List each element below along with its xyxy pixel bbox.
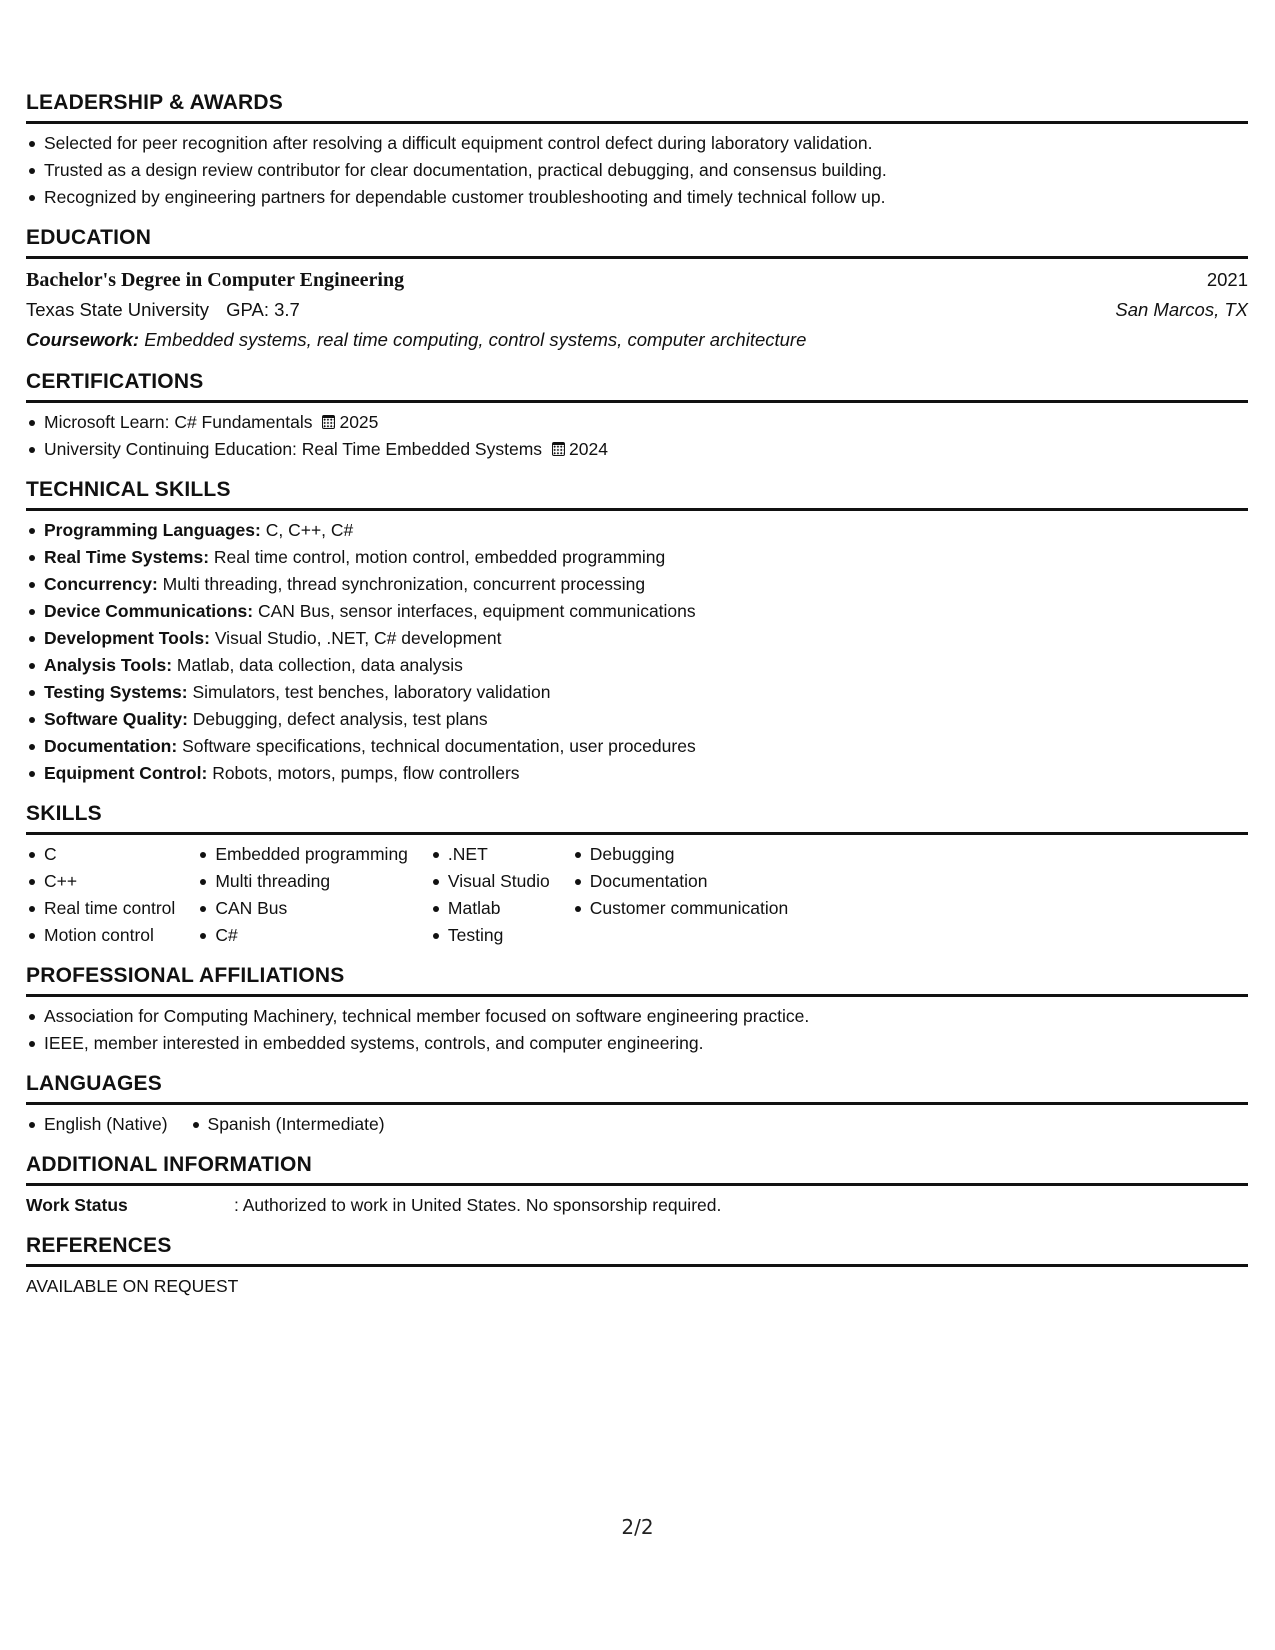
languages-section <box>26 1071 1248 1138</box>
skill-value: Robots, motors, pumps, flow controllers <box>212 763 520 783</box>
skill-value: C, C++, C# <box>265 520 354 540</box>
languages-row <box>26 1111 1248 1138</box>
degree: Bachelor's Degree in Computer Engineering <box>26 269 405 291</box>
certification-name: University Continuing Education: Real Time Embedded Systems <box>44 439 543 459</box>
leadership-section <box>26 90 1248 211</box>
section-title: SKILLS <box>26 801 1248 835</box>
technical-skills-list <box>26 517 1248 787</box>
calendar-icon <box>552 442 565 456</box>
skill-label: Device Communications: <box>44 601 254 621</box>
school-name: Texas State University <box>26 299 210 320</box>
education-degree-row <box>26 265 1248 295</box>
list-item: Real time control <box>26 895 175 922</box>
list-item: Spanish (Intermediate) <box>190 1111 385 1138</box>
calendar-icon <box>322 415 335 429</box>
additional-info-section <box>26 1152 1248 1219</box>
skills-grid <box>26 841 1248 949</box>
skills-column <box>26 841 175 949</box>
list-item <box>26 598 1248 625</box>
certification-year: 2025 <box>339 412 379 432</box>
page-number: 2/2 <box>621 1515 654 1539</box>
list-item <box>26 544 1248 571</box>
gpa: GPA: 3.7 <box>226 299 300 320</box>
list-item: C <box>26 841 175 868</box>
skill-label: Testing Systems: <box>44 682 188 702</box>
skills-column <box>572 841 788 949</box>
work-status-row <box>26 1192 1248 1219</box>
list-item <box>26 760 1248 787</box>
section-title: LEADERSHIP & AWARDS <box>26 90 1248 124</box>
list-item: Selected for peer recognition after resolving a difficult equipment control defect during laboratory validation. <box>26 130 1248 157</box>
skill-label: Development Tools: <box>44 628 210 648</box>
certifications-list <box>26 409 1248 463</box>
certification-name: Microsoft Learn: C# Fundamentals <box>44 412 313 432</box>
certifications-section <box>26 369 1248 463</box>
skill-label: Real Time Systems: <box>44 547 210 567</box>
list-item: Trusted as a design review contributor for clear documentation, practical debugging, and consensus building. <box>26 157 1248 184</box>
list-item: Testing <box>430 922 550 949</box>
skill-value: Matlab, data collection, data analysis <box>176 655 463 675</box>
list-item: CAN Bus <box>197 895 408 922</box>
list-item: Multi threading <box>197 868 408 895</box>
list-item: Documentation <box>572 868 788 895</box>
school-location: San Marcos, TX <box>1115 299 1248 320</box>
graduation-year: 2021 <box>1206 269 1248 290</box>
skills-column <box>197 841 408 949</box>
list-item <box>26 625 1248 652</box>
list-item <box>26 409 1248 436</box>
skill-value: Real time control, motion control, embedded programming <box>213 547 666 567</box>
list-item: Motion control <box>26 922 175 949</box>
section-title: REFERENCES <box>26 1233 1248 1267</box>
list-item: IEEE, member interested in embedded systems, controls, and computer engineering. <box>26 1030 1248 1057</box>
list-item: Embedded programming <box>197 841 408 868</box>
references-section <box>26 1233 1248 1300</box>
list-item: Visual Studio <box>430 868 550 895</box>
coursework-label: Coursework: <box>26 329 140 350</box>
resume-page <box>26 90 1248 1314</box>
list-item <box>26 436 1248 463</box>
list-item <box>26 652 1248 679</box>
section-title: ADDITIONAL INFORMATION <box>26 1152 1248 1186</box>
affiliations-list <box>26 1003 1248 1057</box>
certification-year: 2024 <box>569 439 608 459</box>
skills-column <box>430 841 550 949</box>
section-title: EDUCATION <box>26 225 1248 259</box>
skill-label: Documentation: <box>44 736 178 756</box>
list-item: Debugging <box>572 841 788 868</box>
skill-label: Software Quality: <box>44 709 188 729</box>
list-item <box>26 517 1248 544</box>
list-item: .NET <box>430 841 550 868</box>
skill-label: Analysis Tools: <box>44 655 173 675</box>
work-status-label: Work Status <box>26 1195 128 1215</box>
section-title: LANGUAGES <box>26 1071 1248 1105</box>
skill-value: Software specifications, technical documentation, user procedures <box>182 736 696 756</box>
education-school-row <box>26 295 1248 325</box>
skill-label: Programming Languages: <box>44 520 261 540</box>
skill-value: Visual Studio, .NET, C# development <box>214 628 502 648</box>
languages-column <box>26 1111 168 1138</box>
list-item: Recognized by engineering partners for dependable customer troubleshooting and timely technical follow up. <box>26 184 1248 211</box>
list-item: Customer communication <box>572 895 788 922</box>
skill-value: Simulators, test benches, laboratory validation <box>192 682 551 702</box>
section-title: CERTIFICATIONS <box>26 369 1248 403</box>
references-text: AVAILABLE ON REQUEST <box>26 1276 239 1296</box>
skill-value: Multi threading, thread synchronization, concurrent processing <box>162 574 646 594</box>
skill-label: Equipment Control: <box>44 763 208 783</box>
skill-value: CAN Bus, sensor interfaces, equipment communications <box>257 601 696 621</box>
list-item <box>26 571 1248 598</box>
school-block <box>26 295 300 325</box>
technical-skills-section <box>26 477 1248 787</box>
list-item <box>26 733 1248 760</box>
skill-value: Debugging, defect analysis, test plans <box>192 709 488 729</box>
coursework-block <box>26 325 806 355</box>
list-item: English (Native) <box>26 1111 168 1138</box>
skills-section <box>26 801 1248 949</box>
languages-column <box>190 1111 385 1138</box>
list-item: Association for Computing Machinery, technical member focused on software engineering practice. <box>26 1003 1248 1030</box>
list-item: Matlab <box>430 895 550 922</box>
section-title: TECHNICAL SKILLS <box>26 477 1248 511</box>
list-item <box>26 706 1248 733</box>
list-item: C++ <box>26 868 175 895</box>
coursework-text: Embedded systems, real time computing, control systems, computer architecture <box>144 329 807 350</box>
section-title: PROFESSIONAL AFFILIATIONS <box>26 963 1248 997</box>
coursework-row <box>26 325 1248 355</box>
leadership-list <box>26 130 1248 211</box>
work-status-value: : Authorized to work in United States. No sponsorship required. <box>234 1195 722 1215</box>
skill-label: Concurrency: <box>44 574 158 594</box>
list-item: C# <box>197 922 408 949</box>
affiliations-section <box>26 963 1248 1057</box>
list-item <box>26 679 1248 706</box>
education-section <box>26 225 1248 355</box>
